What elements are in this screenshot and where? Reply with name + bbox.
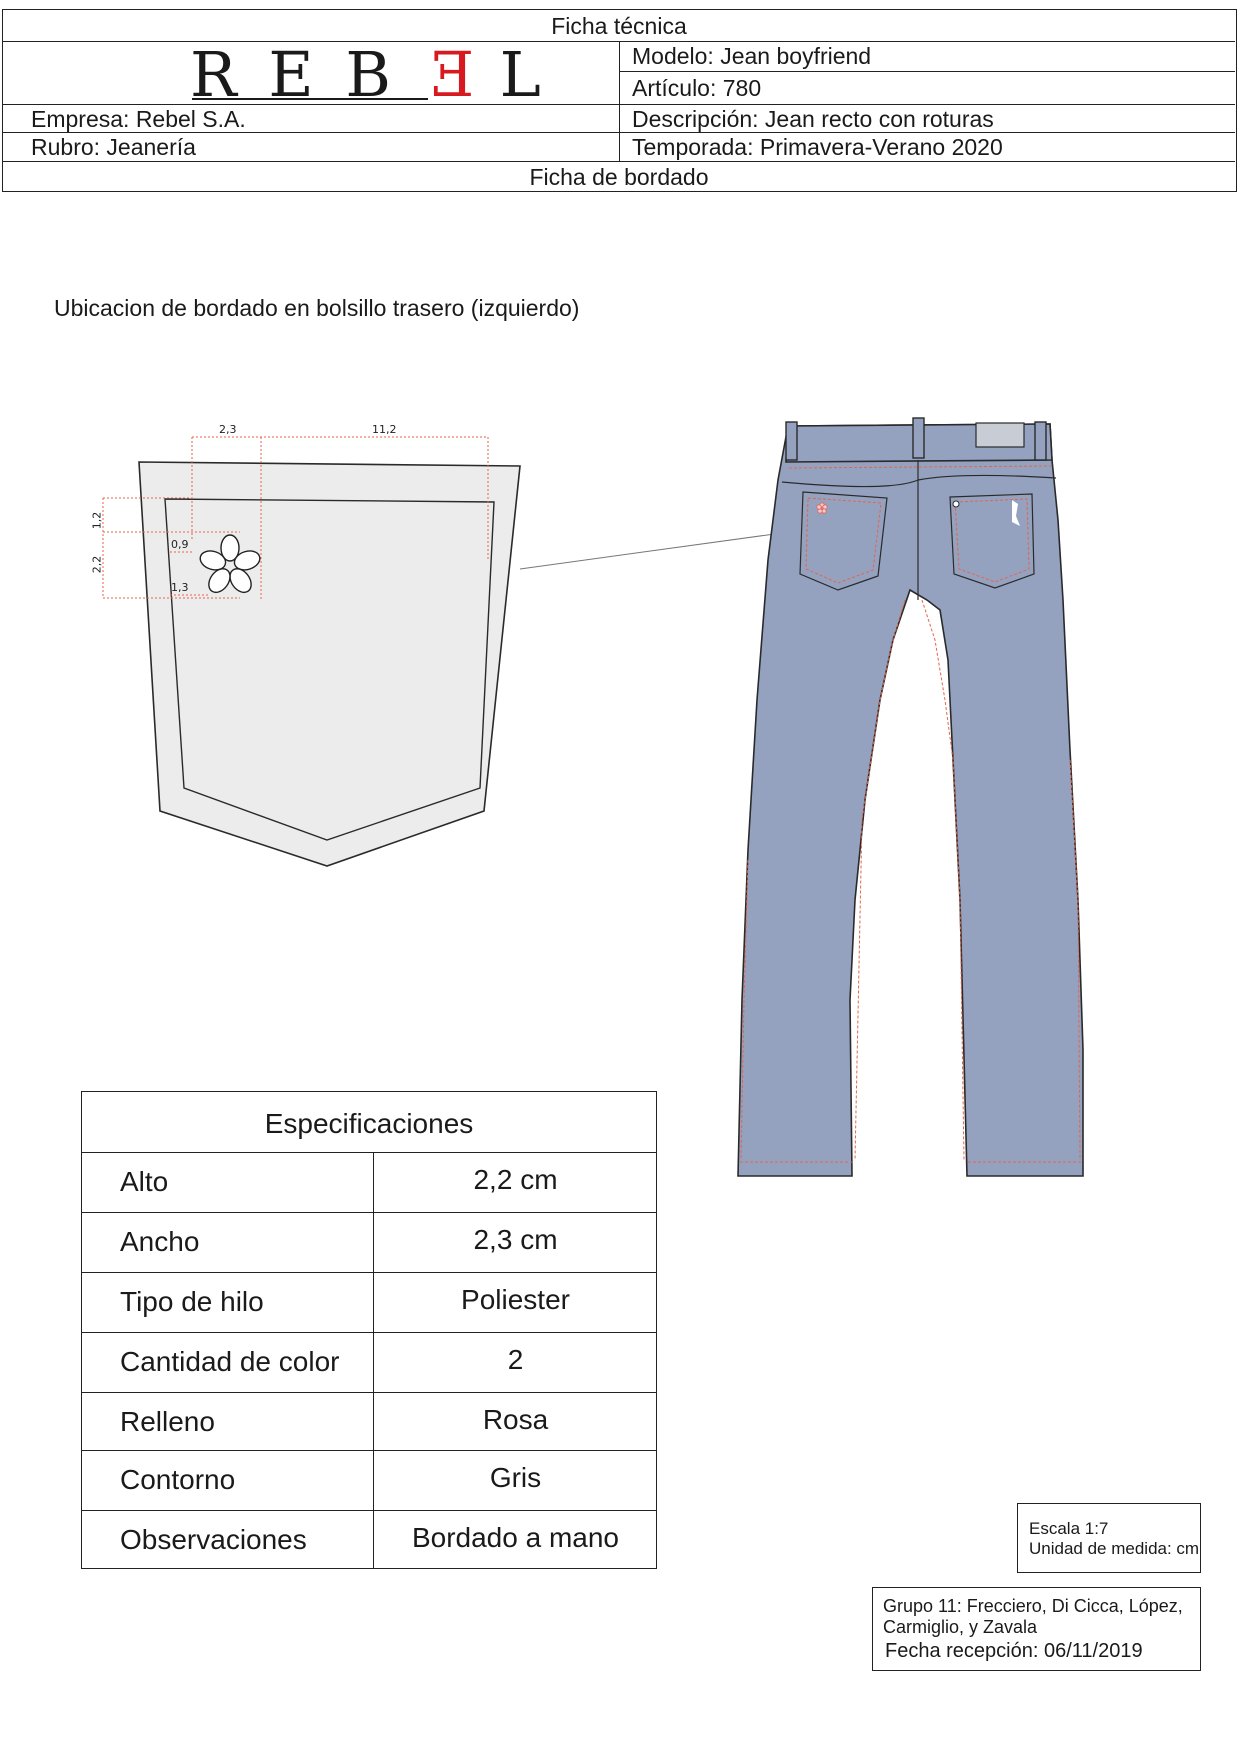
spec-value: Gris bbox=[489, 1462, 542, 1493]
spec-label: Observaciones bbox=[120, 1524, 307, 1555]
spec-row bbox=[82, 1332, 656, 1392]
sheet-title: Ficha técnica bbox=[551, 13, 687, 39]
dim-side-upper: 1,2 bbox=[90, 511, 104, 530]
spec-row bbox=[82, 1212, 656, 1272]
spec-label: Cantidad de color bbox=[120, 1346, 340, 1377]
spec-value: Bordado a mano bbox=[411, 1522, 620, 1553]
modelo-field: Modelo: Jean boyfriend bbox=[632, 43, 872, 69]
rebel-logo: R E B E L bbox=[190, 38, 547, 111]
spec-row bbox=[82, 1152, 656, 1212]
pocket-title: Ubicacion de bordado en bolsillo trasero (izquierdo) bbox=[54, 295, 580, 321]
spec-label: Ancho bbox=[120, 1226, 200, 1257]
spec-label: Alto bbox=[120, 1166, 169, 1197]
pocket-outer bbox=[139, 462, 520, 866]
spec-title: Especificaciones bbox=[264, 1108, 474, 1139]
group-box bbox=[872, 1587, 1201, 1671]
spec-value: Rosa bbox=[482, 1404, 549, 1435]
spec-value: 2,2 cm bbox=[473, 1164, 558, 1195]
scale-text: Escala 1:7 bbox=[1029, 1519, 1109, 1538]
section-title: Ficha de bordado bbox=[529, 164, 709, 190]
dim-inner-upper: 0,9 bbox=[171, 538, 189, 551]
spec-value: Poliester bbox=[461, 1284, 570, 1315]
spec-value: 2 bbox=[507, 1344, 524, 1375]
dim-side-lower: 2,2 bbox=[90, 555, 104, 574]
spec-value: 2,3 cm bbox=[473, 1224, 558, 1255]
group-names-line1: Grupo 11: Frecciero, Di Cicca, López, bbox=[883, 1596, 1183, 1616]
spec-row bbox=[82, 1272, 656, 1332]
spec-row bbox=[82, 1510, 656, 1570]
spec-row bbox=[82, 1392, 656, 1452]
articulo-field: Artículo: 780 bbox=[632, 75, 762, 101]
reception-date: Fecha recepción: 06/11/2019 bbox=[885, 1640, 1143, 1662]
dim-top-left: 2,3 bbox=[219, 423, 237, 436]
rubro-field: Rubro: Jeanería bbox=[31, 134, 196, 160]
spec-label: Tipo de hilo bbox=[120, 1286, 264, 1317]
dim-top-right: 11,2 bbox=[372, 423, 397, 436]
empresa-field: Empresa: Rebel S.A. bbox=[31, 106, 246, 132]
temporada-field: Temporada: Primavera-Verano 2020 bbox=[632, 134, 1003, 160]
descripcion-field: Descripción: Jean recto con roturas bbox=[632, 106, 994, 132]
unit-text: Unidad de medida: cm bbox=[1029, 1539, 1200, 1558]
dim-inner-lower: 1,3 bbox=[171, 581, 189, 594]
specifications-table bbox=[81, 1091, 657, 1569]
jeans-illustration bbox=[738, 418, 1083, 1176]
spec-row bbox=[82, 1450, 656, 1510]
group-names-line2: Carmiglio, y Zavala bbox=[883, 1617, 1038, 1637]
spec-label: Contorno bbox=[120, 1464, 236, 1495]
spec-label: Relleno bbox=[120, 1406, 215, 1437]
scale-box bbox=[1017, 1503, 1201, 1573]
